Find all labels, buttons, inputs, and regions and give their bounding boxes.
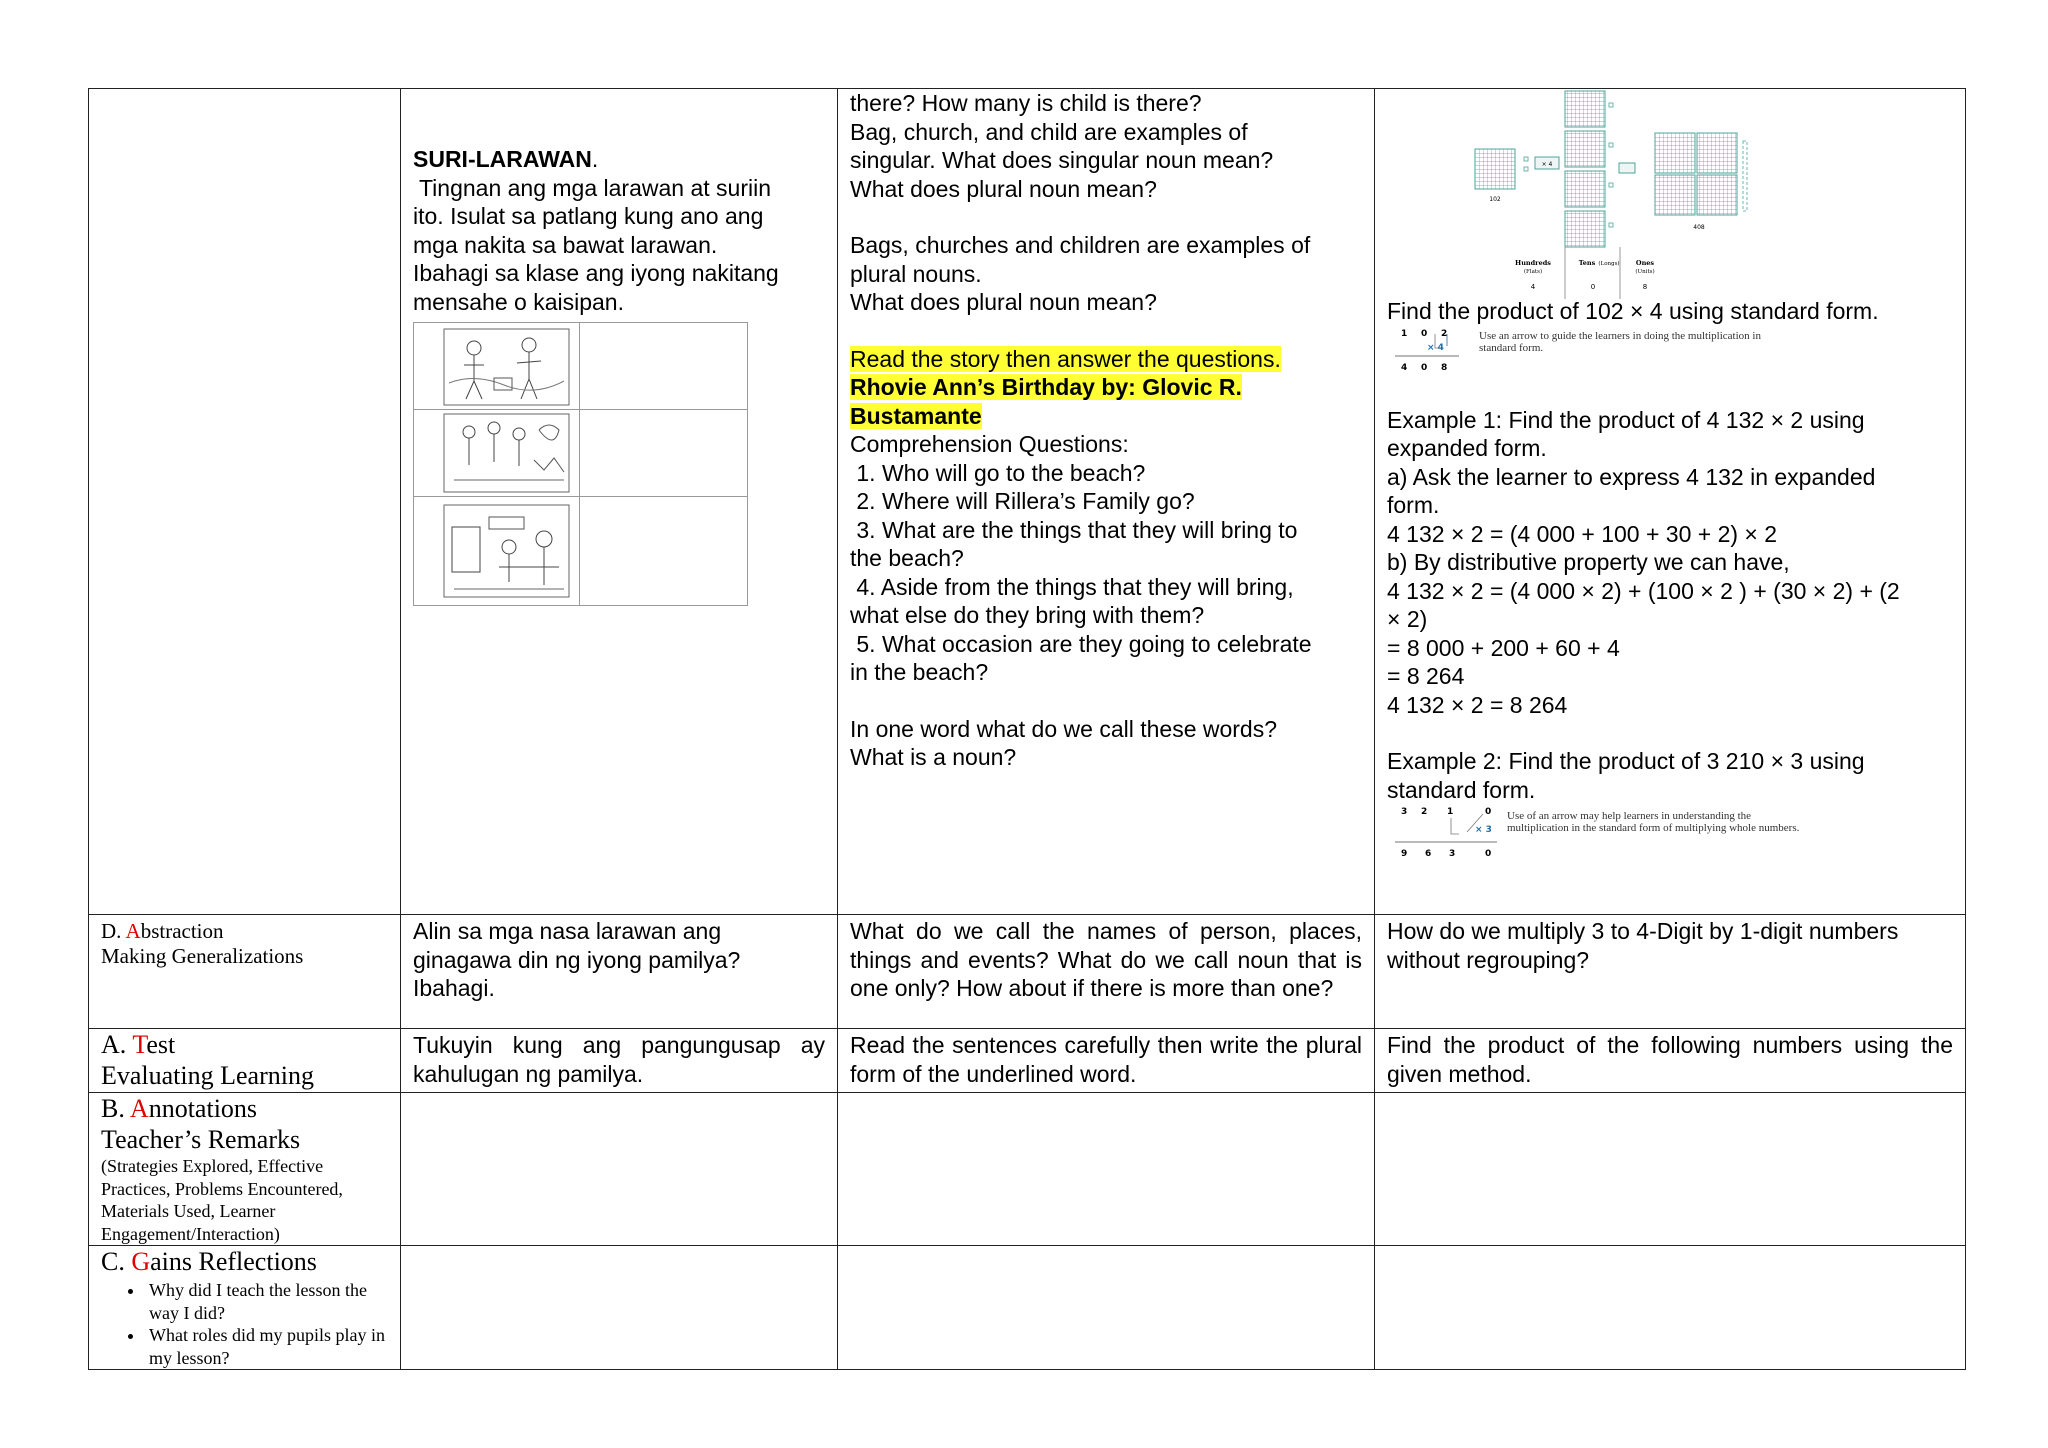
place-value-sub-flats: (Flats) xyxy=(1523,269,1543,275)
place-value-digit: 0 xyxy=(1590,283,1596,291)
digit-top: 1 xyxy=(1447,807,1454,817)
label-subtitle: Evaluating Learning xyxy=(101,1061,314,1090)
english-cell xyxy=(838,89,1375,915)
place-value-hundreds: Hundreds xyxy=(1515,259,1551,267)
question-line: 1. Who will go to the beach? xyxy=(850,459,1146,486)
lesson-plan-table xyxy=(88,88,1966,1370)
question-line: the beach? xyxy=(850,545,964,571)
abstraction-label xyxy=(89,915,401,1029)
example2-line: standard form. xyxy=(1387,776,1536,803)
digit-top: 2 xyxy=(1421,807,1428,817)
picture-worksheet xyxy=(413,322,748,606)
picture-cell-1 xyxy=(414,323,580,410)
arrow-guide-note: Use an arrow to guide the learners in doing the multiplication in standard form. xyxy=(1479,329,1761,354)
english-line: What does plural noun mean? xyxy=(850,289,1157,315)
gains-label xyxy=(89,1246,401,1370)
label-408: 408 xyxy=(1693,224,1705,231)
story-author: Bustamante xyxy=(850,402,982,429)
reflection-question: • Why did I teach the lesson the way I did? xyxy=(145,1279,388,1324)
label-subtitle: Making Generalizations xyxy=(101,944,304,968)
place-value-sub-longs: (Longs) xyxy=(1598,261,1620,267)
title-punct: . xyxy=(591,146,599,172)
example1-line: 4 132 × 2 = 8 264 xyxy=(1387,691,1568,718)
place-value-digit: 8 xyxy=(1642,283,1648,291)
gains-filipino[interactable] xyxy=(401,1246,838,1370)
standard-form-figure-2 xyxy=(1387,804,1807,860)
comprehension-header: Comprehension Questions: xyxy=(850,431,1129,457)
development-row xyxy=(89,89,1966,915)
place-value-sub-units: (Units) xyxy=(1635,269,1655,275)
question-line: 5. What occasion are they going to celebrate xyxy=(850,630,1312,657)
english-line: Bags, churches and children are examples of xyxy=(850,232,1311,258)
question-line: 2. Where will Rillera’s Family go? xyxy=(850,488,1195,514)
label-initial: T xyxy=(132,1030,147,1059)
label-rest: est xyxy=(146,1030,176,1059)
standard-form-figure-1 xyxy=(1387,326,1807,378)
example2-line: Example 2: Find the product of 3 210 × 3 using xyxy=(1387,748,1865,774)
annotations-filipino[interactable] xyxy=(401,1093,838,1246)
example1-line: form. xyxy=(1387,492,1440,518)
gains-row xyxy=(89,1246,1966,1370)
picture-cell-3 xyxy=(414,497,580,606)
answer-blank-3 xyxy=(580,497,748,606)
test-label xyxy=(89,1029,401,1093)
english-line: plural nouns. xyxy=(850,260,982,287)
label-rest: bstraction xyxy=(140,919,224,943)
question-line: what else do they bring with them? xyxy=(850,602,1205,628)
suri-larawan-title: SURI-LARAWAN xyxy=(413,146,592,172)
family-picture-3 xyxy=(414,497,579,605)
label-initial: A xyxy=(125,919,141,943)
abstraction-english: What do we call the names of person, places, things and events? What do we call noun that is one only? How about if there is more than one? xyxy=(838,915,1375,1029)
filipino-line: Ibahagi sa klase ang iyong nakitang xyxy=(413,260,779,286)
place-value-digit: 4 xyxy=(1530,283,1536,291)
read-story-instruction: Read the story then answer the questions. xyxy=(850,345,1281,372)
story-title: Rhovie Ann’s Birthday by: Glovic R. xyxy=(850,374,1242,400)
english-line: singular. What does singular noun mean? xyxy=(850,147,1274,173)
example1-line: = 8 264 xyxy=(1387,663,1465,689)
question-line: 3. What are the things that they will bring to xyxy=(850,516,1298,543)
digit-result: 6 xyxy=(1425,849,1432,859)
annotations-row xyxy=(89,1093,1966,1246)
multiplier: × 3 xyxy=(1475,825,1492,835)
label-details: (Strategies Explored, Effective Practices, Problems Encountered, Materials Used, Learner Engagement/Interaction) xyxy=(101,1156,343,1244)
math-cell xyxy=(1375,89,1966,915)
abstraction-filipino: Alin sa mga nasa larawan ang ginagawa din ng iyong pamilya? Ibahagi. xyxy=(401,915,838,1029)
abstraction-row xyxy=(89,915,1966,1029)
digit-top: 1 xyxy=(1401,328,1408,339)
filipino-line: ito. Isulat sa patlang kung ano ang xyxy=(413,203,764,229)
test-english: Read the sentences carefully then write the plural form of the underlined word. xyxy=(838,1029,1375,1093)
example1-line: 4 132 × 2 = (4 000 + 100 + 30 + 2) × 2 xyxy=(1387,520,1778,547)
digit-result: 0 xyxy=(1421,362,1428,373)
annotations-english[interactable] xyxy=(838,1093,1375,1246)
development-label-cell xyxy=(89,89,401,915)
filipino-line: Tingnan ang mga larawan at suriin xyxy=(413,174,771,201)
family-picture-2 xyxy=(414,410,579,496)
test-math: Find the product of the following numbers using the given method. xyxy=(1375,1029,1966,1093)
example1-line: expanded form. xyxy=(1387,435,1547,461)
label-initial: G xyxy=(131,1247,151,1276)
example1-line: = 8 000 + 200 + 60 + 4 xyxy=(1387,634,1620,661)
question-line: in the beach? xyxy=(850,659,989,685)
example1-line: Example 1: Find the product of 4 132 × 2 using xyxy=(1387,406,1865,433)
english-line: Bag, church, and child are examples of xyxy=(850,118,1248,145)
test-filipino: Tukuyin kung ang pangungusap ay kahulugan ng pamilya. xyxy=(401,1029,838,1093)
gains-math[interactable] xyxy=(1375,1246,1966,1370)
answer-blank-1 xyxy=(580,323,748,410)
gains-english[interactable] xyxy=(838,1246,1375,1370)
times-4-label: × 4 xyxy=(1541,161,1553,168)
example1-line: × 2) xyxy=(1387,606,1428,632)
annotations-label xyxy=(89,1093,401,1246)
label-prefix: A. xyxy=(101,1030,133,1059)
place-value-tens: Tens xyxy=(1578,259,1596,267)
english-line: What is a noun? xyxy=(850,744,1017,770)
find-product-standard: Find the product of 102 × 4 using standard form. xyxy=(1387,298,1879,324)
example1-line: b) By distributive property we can have, xyxy=(1387,549,1790,575)
english-line: In one word what do we call these words? xyxy=(850,715,1278,742)
picture-cell-2 xyxy=(414,410,580,497)
label-initial: A xyxy=(129,1094,149,1123)
arrow-help-note: Use of an arrow may help learners in understanding the multiplication in the standard form of multiplying whole numbers. xyxy=(1507,810,1800,834)
digit-top: 3 xyxy=(1401,807,1408,817)
digit-result: 9 xyxy=(1401,849,1408,859)
reflection-questions xyxy=(101,1279,388,1369)
english-line: there? How many is child is there? xyxy=(850,90,1202,116)
digit-result: 0 xyxy=(1485,849,1492,859)
place-value-ones: Ones xyxy=(1635,259,1655,267)
reflection-question: • What roles did my pupils play in my lesson? xyxy=(145,1324,388,1369)
test-row xyxy=(89,1029,1966,1093)
family-picture-1 xyxy=(414,323,579,409)
label-subtitle: Teacher’s Remarks xyxy=(101,1125,301,1154)
label-102: 102 xyxy=(1489,196,1501,203)
filipino-line: mensahe o kaisipan. xyxy=(413,288,624,315)
digit-result: 3 xyxy=(1449,849,1456,859)
label-prefix: C. xyxy=(101,1247,132,1276)
english-line: What does plural noun mean? xyxy=(850,175,1157,202)
multiplier: × 4 xyxy=(1427,342,1444,353)
digit-top: 2 xyxy=(1441,328,1448,339)
digit-result: 8 xyxy=(1441,362,1448,373)
base-ten-blocks-figure xyxy=(1387,89,1807,301)
annotations-math[interactable] xyxy=(1375,1093,1966,1246)
label-rest: ains Reflections xyxy=(150,1247,317,1276)
example1-line: a) Ask the learner to express 4 132 in expanded xyxy=(1387,463,1876,490)
digit-top: 0 xyxy=(1485,807,1492,817)
label-rest: nnotations xyxy=(148,1094,258,1123)
answer-blank-2 xyxy=(580,410,748,497)
digit-result: 4 xyxy=(1401,362,1408,373)
question-line: 4. Aside from the things that they will bring, xyxy=(850,573,1294,600)
filipino-line: mga nakita sa bawat larawan. xyxy=(413,231,718,258)
label-prefix: B. xyxy=(101,1094,130,1123)
filipino-cell xyxy=(401,89,838,915)
digit-top: 0 xyxy=(1421,328,1428,339)
example1-line: 4 132 × 2 = (4 000 × 2) + (100 × 2 ) + (30 × 2) + (2 xyxy=(1387,577,1900,604)
abstraction-math: How do we multiply 3 to 4-Digit by 1-digit numbers without regrouping? xyxy=(1375,915,1966,1029)
label-letter-prefix: D. xyxy=(101,919,126,943)
